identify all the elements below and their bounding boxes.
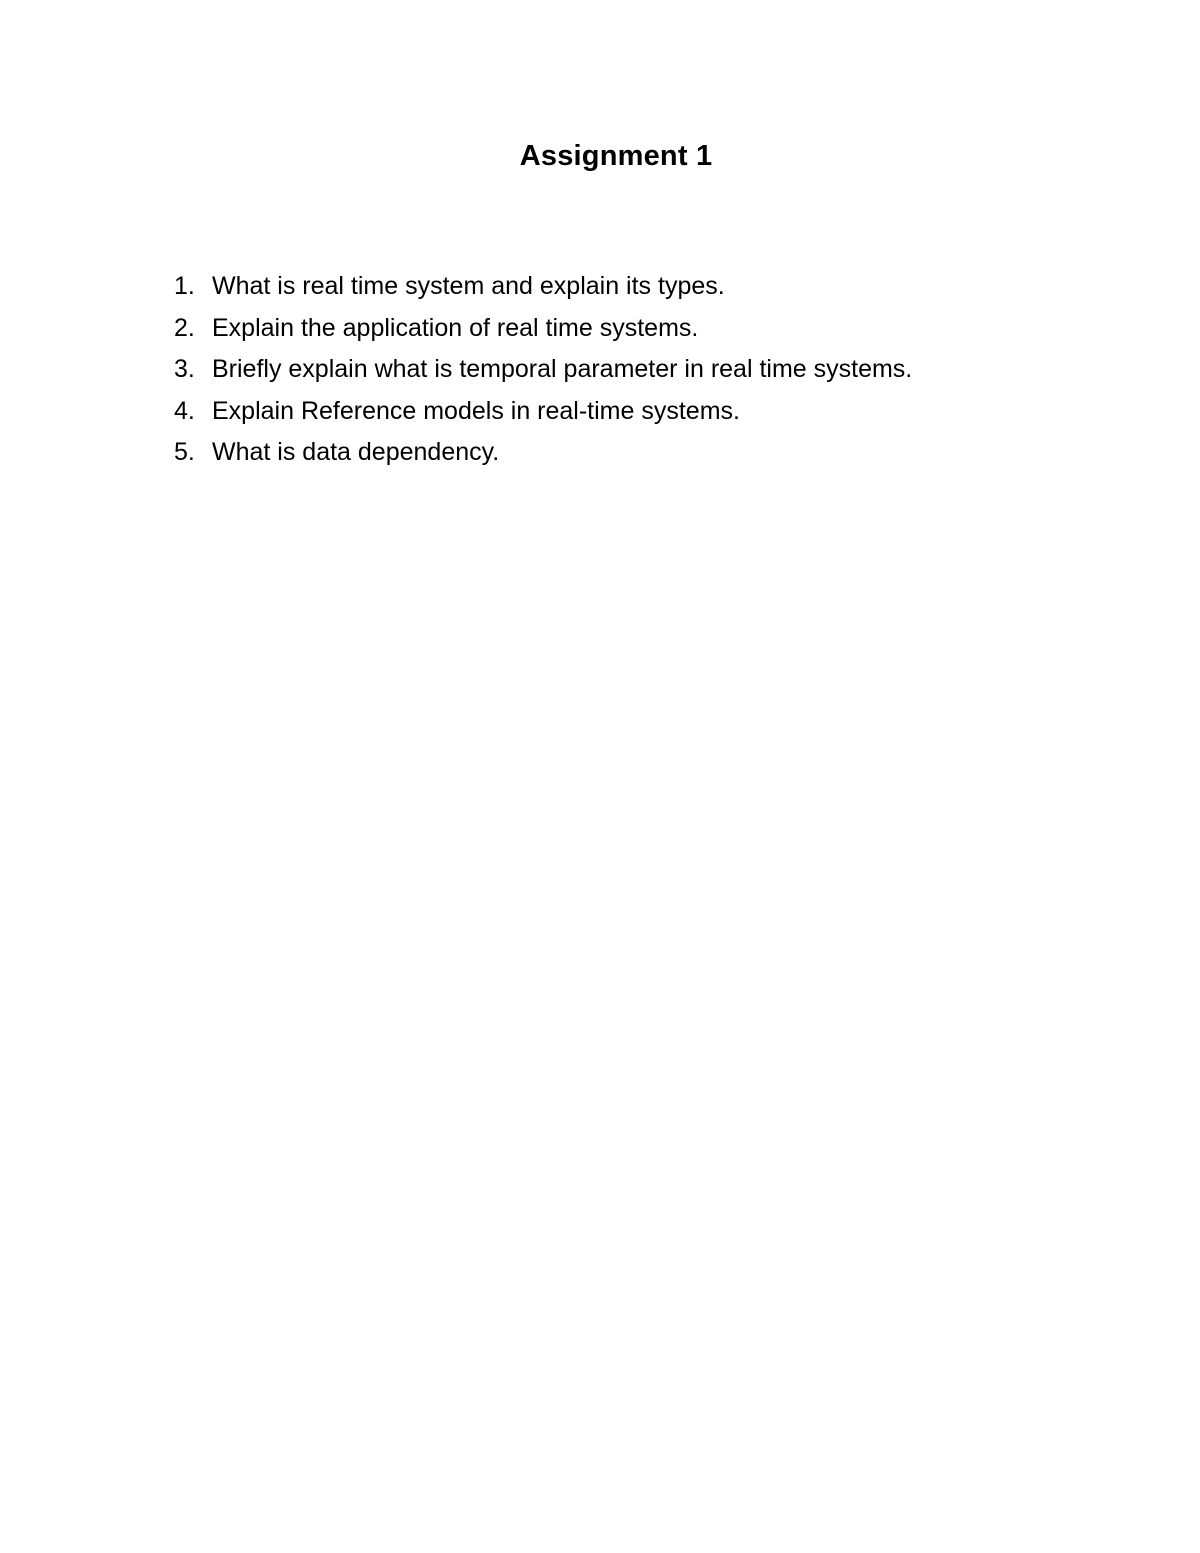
list-item xyxy=(174,434,912,476)
question-text: What is data dependency. xyxy=(212,438,500,466)
question-number: 3. xyxy=(174,355,195,383)
question-list xyxy=(174,268,912,476)
question-number: 2. xyxy=(174,313,195,342)
list-item xyxy=(174,268,912,310)
question-number: 4. xyxy=(174,396,195,425)
list-item xyxy=(174,310,912,352)
question-text: Explain Reference models in real-time systems. xyxy=(212,396,740,425)
question-number: 1. xyxy=(174,272,195,300)
question-text: Briefly explain what is temporal parameter in real time systems. xyxy=(212,355,913,383)
question-number: 5. xyxy=(174,438,195,466)
page-title: Assignment 1 xyxy=(519,140,713,172)
question-text: What is real time system and explain its types. xyxy=(212,272,725,300)
list-item xyxy=(174,351,912,393)
list-item xyxy=(174,393,912,435)
question-text: Explain the application of real time systems. xyxy=(212,313,699,342)
